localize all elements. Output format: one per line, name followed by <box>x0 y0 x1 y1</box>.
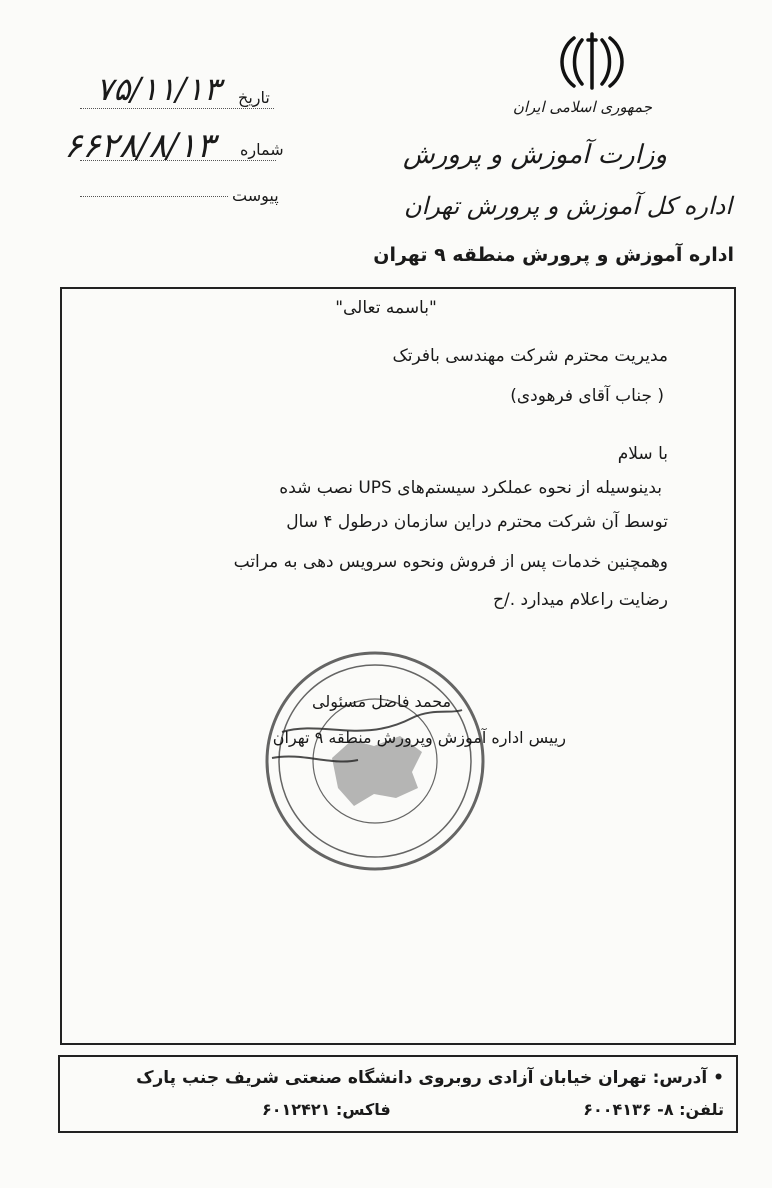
greeting-line: با سلام <box>617 444 668 464</box>
footer-box <box>58 1055 738 1133</box>
number-label: شماره <box>240 140 284 159</box>
date-label: تاریخ <box>238 88 270 107</box>
district-office-name: اداره آموزش و پرورش منطقه ۹ تهران <box>373 244 734 266</box>
body-line: توسط آن شرکت محترم دراین سازمان درطول ۴ سال <box>286 512 668 532</box>
attention-line: ( جناب آقای فرهودی) <box>510 386 664 406</box>
attachment-line <box>80 196 228 197</box>
iran-emblem-icon <box>552 30 632 94</box>
attachment-label: پیوست <box>232 186 279 205</box>
footer-address: • آدرس: تهران خیابان آزادی روبروی دانشگاه صنعتی شریف جنب پارک <box>136 1068 724 1088</box>
date-value: ۷۵/۱۱/۱۳ <box>96 70 221 108</box>
official-stamp <box>262 648 488 874</box>
blessing-heading: "باسمه تعالی" <box>335 298 437 318</box>
body-line: رضایت راعلام میدارد ./ح <box>493 590 668 610</box>
footer-phone: تلفن: ۸- ۶۰۰۴۱۳۶ <box>583 1100 724 1119</box>
signer-title: رییس اداره آموزش وپرورش منطقه ۹ تهران <box>272 728 566 747</box>
general-office-name: اداره کل آموزش و پرورش تهران <box>403 192 732 220</box>
number-value: ۶۶۲۸/۸/۱۳ <box>64 126 215 166</box>
ministry-name: وزارت آموزش و پرورش <box>402 140 667 170</box>
body-line: وهمچنین خدمات پس از فروش ونحوه سرویس دهی به مراتب <box>233 552 668 572</box>
recipient-line: مدیریت محترم شرکت مهندسی بافرتک <box>392 346 668 366</box>
body-line: بدینوسیله از نحوه عملکرد سیستم‌های UPS نصب شده <box>279 478 662 498</box>
footer-fax: فاکس: ۶۰۱۲۴۲۱ <box>262 1100 391 1119</box>
signer-name: محمد فاضل مسئولی <box>312 692 452 711</box>
republic-name: جمهوری اسلامی ایران <box>512 98 652 116</box>
date-line <box>80 108 274 109</box>
